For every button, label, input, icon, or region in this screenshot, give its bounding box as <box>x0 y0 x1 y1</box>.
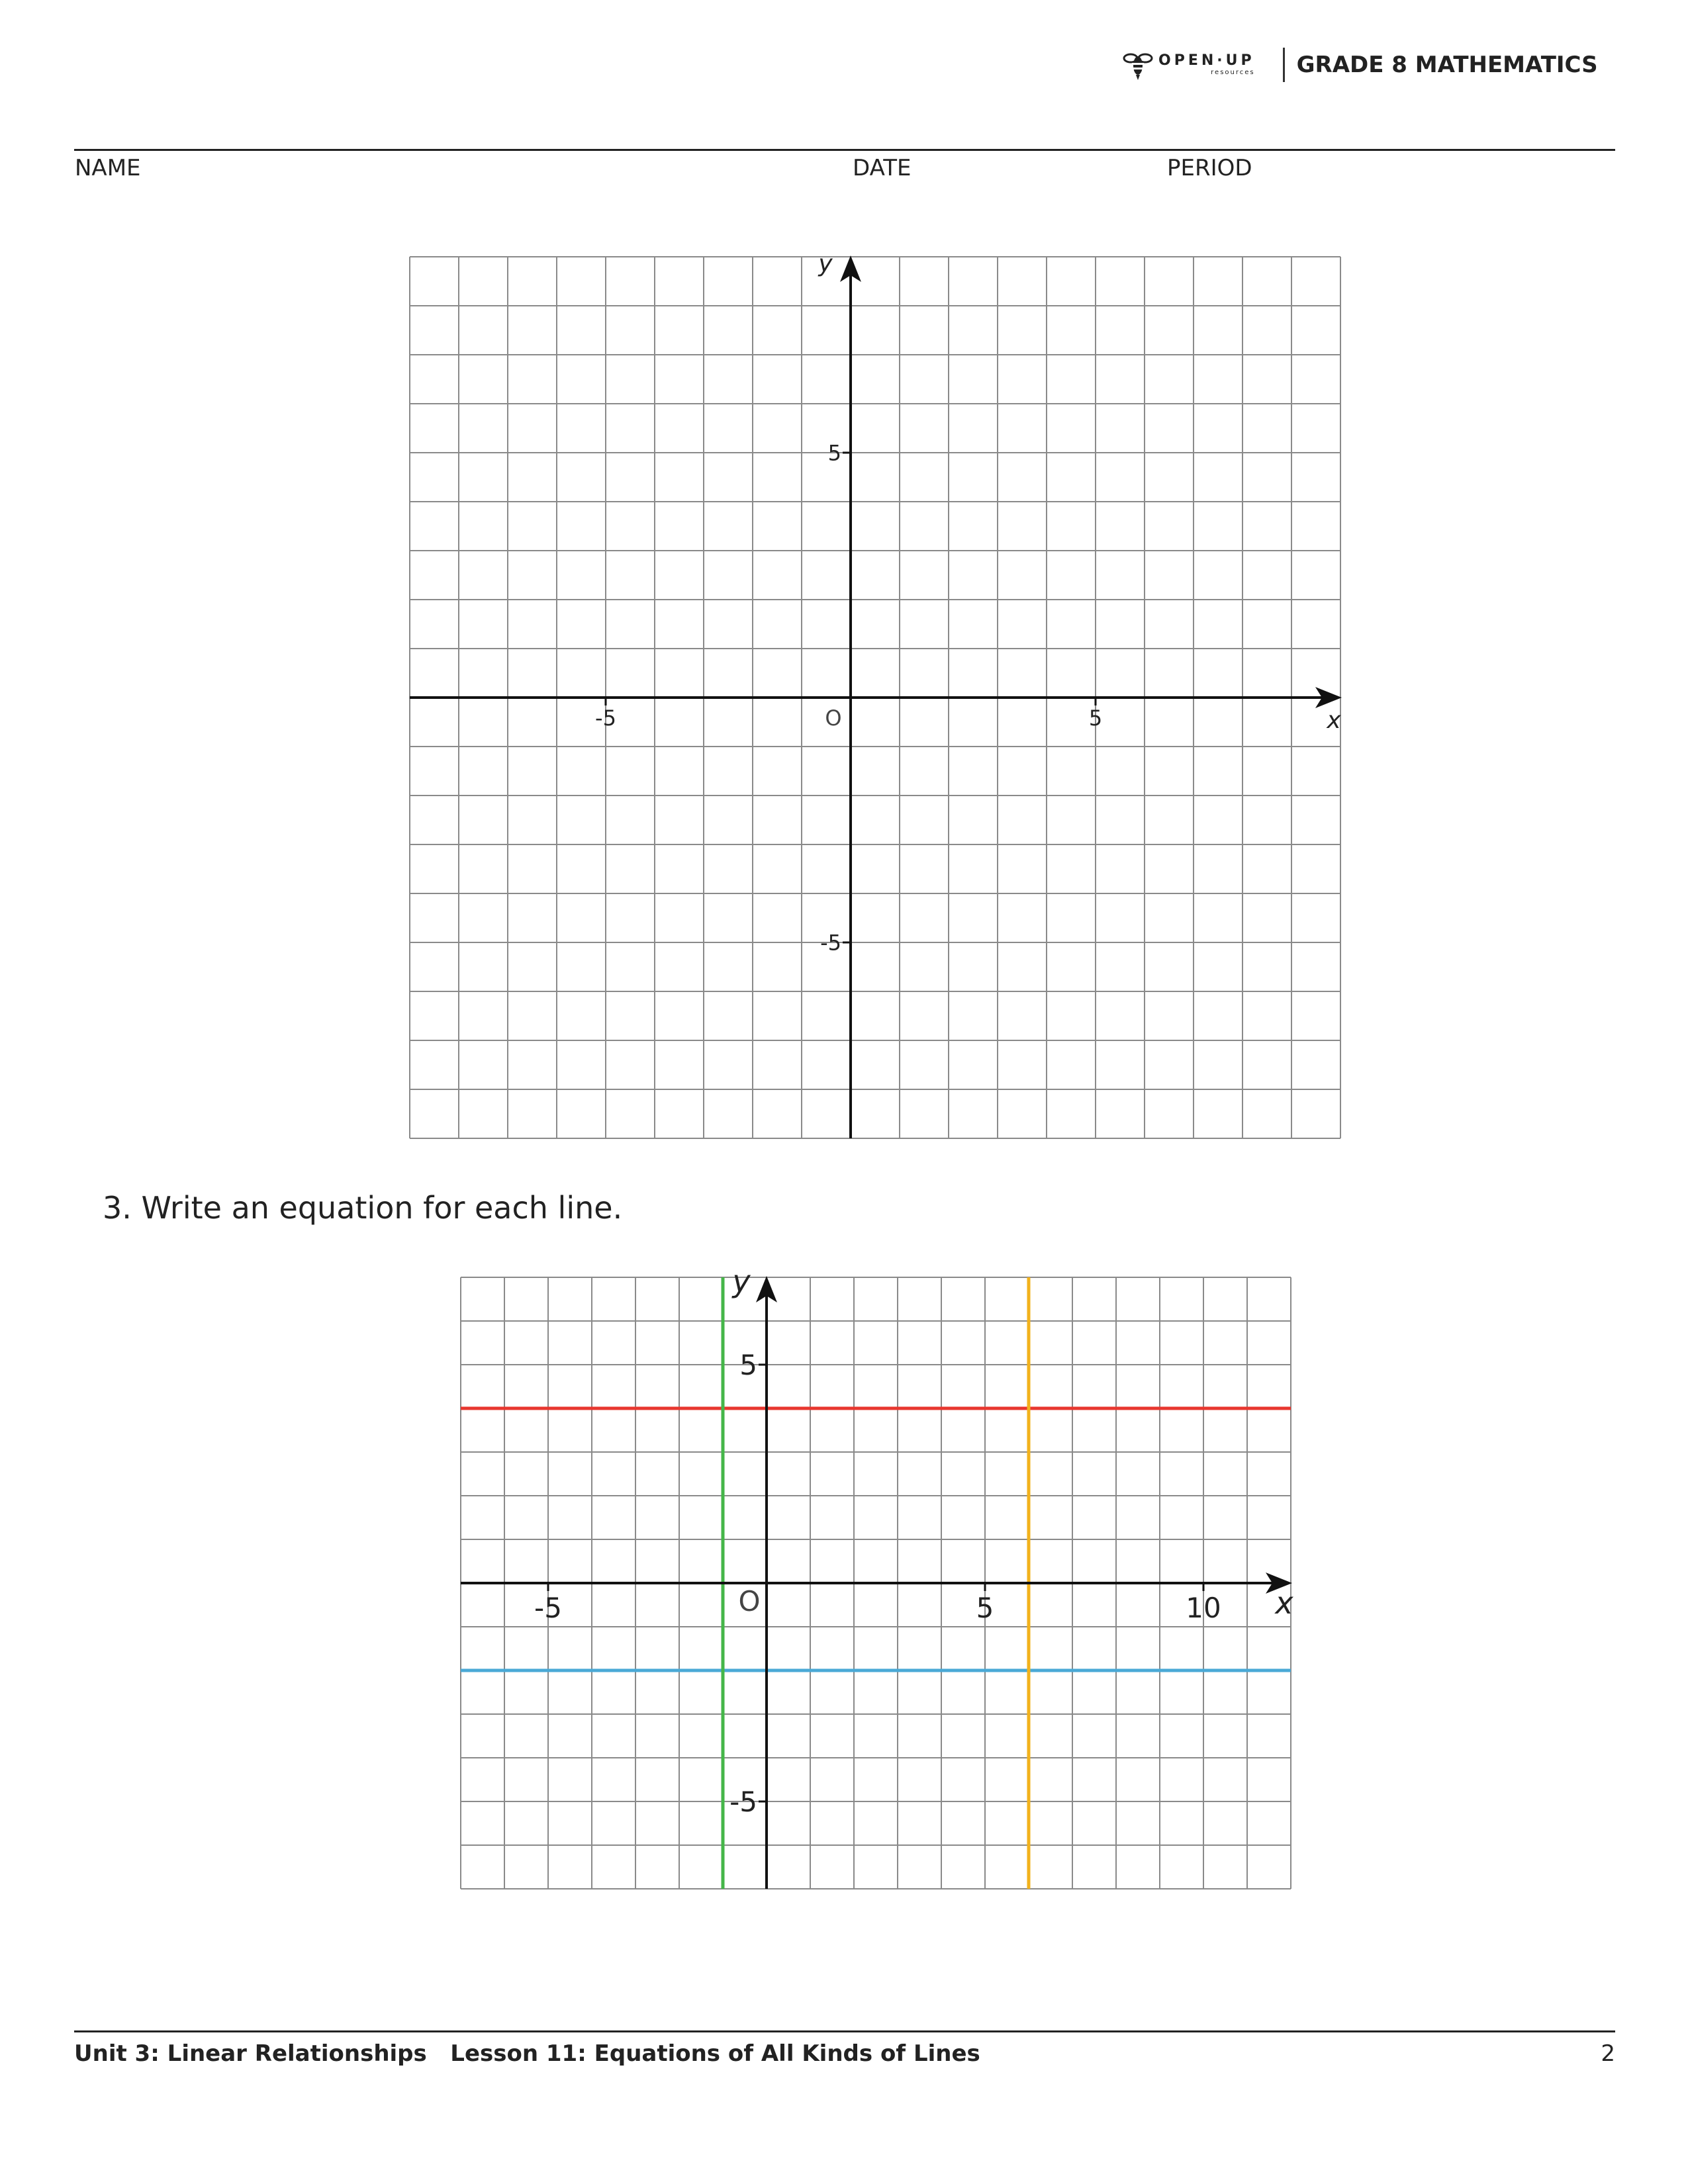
header-divider <box>1283 48 1285 82</box>
y-tick-label: 5 <box>739 1349 757 1382</box>
page-number: 2 <box>1601 2040 1615 2067</box>
x-axis-label: x <box>1275 1585 1293 1621</box>
bee-icon <box>1123 48 1153 81</box>
y-tick-label: 5 <box>827 440 841 466</box>
origin-label: O <box>825 705 842 731</box>
x-tick-label: 5 <box>1088 705 1103 731</box>
grade-title: GRADE 8 MATHEMATICS <box>1296 52 1598 78</box>
name-label: NAME <box>75 155 141 181</box>
problem-3-prompt: 3. Write an equation for each line. <box>103 1190 623 1226</box>
footer-rule <box>74 2030 1615 2032</box>
x-tick-label: 10 <box>1186 1592 1221 1624</box>
blank-coordinate-grid <box>406 251 1353 1142</box>
y-tick-label: -5 <box>729 1786 757 1819</box>
footer-lesson: Lesson 11: Equations of All Kinds of Lines <box>450 2040 980 2067</box>
lines-coordinate-grid <box>457 1271 1304 1899</box>
x-tick-label: -5 <box>595 705 616 731</box>
logo-sub-text: resources <box>1211 69 1255 76</box>
x-tick-label: 5 <box>976 1592 994 1624</box>
footer-lesson-info <box>74 2040 980 2067</box>
origin-label: O <box>738 1585 761 1617</box>
footer-unit: Unit 3: Linear Relationships <box>74 2040 427 2067</box>
date-label: DATE <box>853 155 912 181</box>
name-line-rule <box>74 149 1615 151</box>
y-tick-label: -5 <box>820 930 841 956</box>
x-axis-label: x <box>1327 707 1341 734</box>
period-label: PERIOD <box>1167 155 1252 181</box>
x-tick-label: -5 <box>534 1592 562 1624</box>
y-axis-label: y <box>818 251 833 277</box>
y-axis-label: y <box>732 1271 751 1299</box>
header <box>1123 46 1598 83</box>
open-up-logo <box>1123 48 1255 81</box>
logo-main-text: OPEN·UP <box>1158 52 1255 69</box>
